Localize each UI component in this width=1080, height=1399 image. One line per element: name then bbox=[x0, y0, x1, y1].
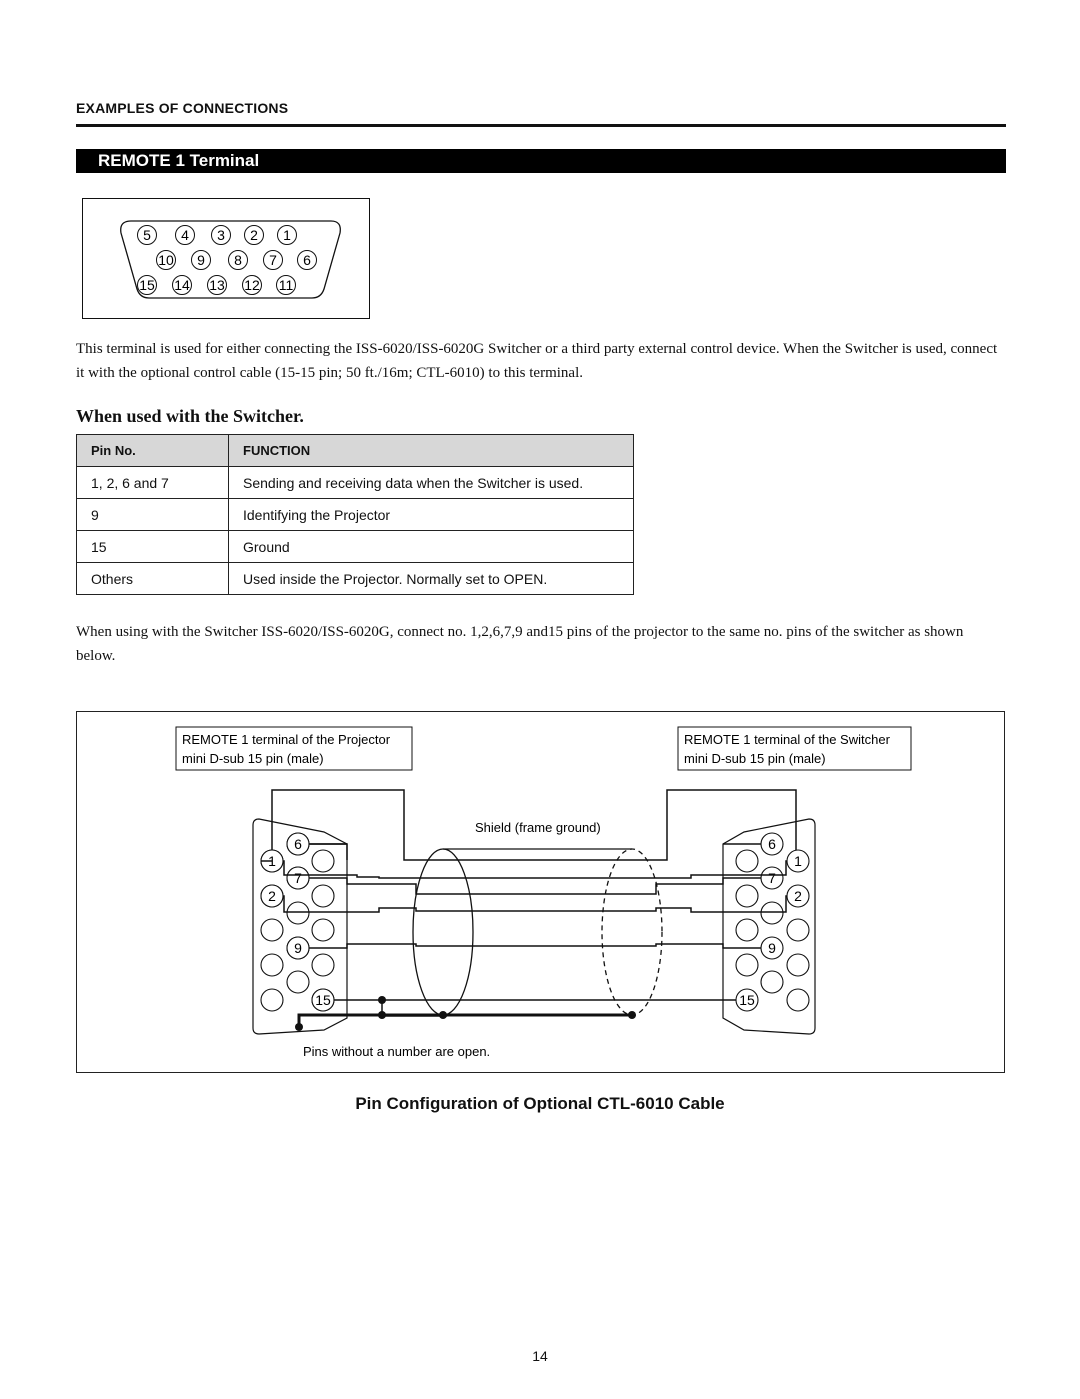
pin-label: 1 bbox=[268, 853, 276, 869]
pin-label: 15 bbox=[139, 277, 155, 293]
pin-label: 10 bbox=[158, 252, 174, 268]
table-cell: Ground bbox=[229, 531, 634, 563]
table-row bbox=[77, 531, 634, 563]
table-cell: Sending and receiving data when the Switcher is used. bbox=[229, 467, 634, 499]
table-cell: Identifying the Projector bbox=[229, 499, 634, 531]
left-label-line1: REMOTE 1 terminal of the Projector bbox=[182, 732, 391, 747]
pin-label: 7 bbox=[269, 252, 277, 268]
table-cell: Others bbox=[77, 563, 229, 595]
pin-label: 7 bbox=[294, 870, 302, 886]
pin-label: 15 bbox=[739, 992, 755, 1008]
pin-label: 15 bbox=[315, 992, 331, 1008]
pin-label: 9 bbox=[768, 940, 776, 956]
table-row bbox=[77, 467, 634, 499]
open-pins-note: Pins without a number are open. bbox=[303, 1044, 491, 1059]
page-number: 14 bbox=[532, 1348, 548, 1364]
pin-label: 7 bbox=[768, 870, 776, 886]
right-label-line1: REMOTE 1 terminal of the Switcher bbox=[684, 732, 890, 747]
pin-label: 9 bbox=[294, 940, 302, 956]
left-label-line2: mini D-sub 15 pin (male) bbox=[182, 751, 324, 766]
table-cell: Used inside the Projector. Normally set to OPEN. bbox=[229, 563, 634, 595]
pin-label: 1 bbox=[794, 853, 802, 869]
pin-label: 14 bbox=[174, 277, 190, 293]
pin-label: 2 bbox=[268, 888, 276, 904]
dsub-pin-diagram bbox=[82, 198, 370, 319]
shield-right-ellipse bbox=[602, 849, 662, 1015]
table-row bbox=[77, 563, 634, 595]
table-header-row bbox=[77, 435, 634, 467]
pin-label: 4 bbox=[181, 227, 189, 243]
table-cell: 15 bbox=[77, 531, 229, 563]
pin-label: 9 bbox=[197, 252, 205, 268]
intro-paragraph: This terminal is used for either connecting the ISS-6020/ISS-6020G Switcher or a third party external control device. When the Switcher is used, connect it with the optional control cable (15-15 pin; 50 ft./16m; CTL-6010) to this terminal. bbox=[76, 341, 998, 381]
table-cell: 1, 2, 6 and 7 bbox=[77, 467, 229, 499]
pin-label: 13 bbox=[209, 277, 225, 293]
pin-label: 5 bbox=[143, 227, 151, 243]
column-header: FUNCTION bbox=[229, 435, 634, 467]
shield-label: Shield (frame ground) bbox=[475, 820, 601, 835]
column-header: Pin No. bbox=[77, 435, 229, 467]
pin-label: 11 bbox=[278, 277, 294, 293]
cable-wiring-diagram bbox=[76, 711, 1005, 1073]
section-rule bbox=[76, 124, 1006, 127]
table-row bbox=[77, 499, 634, 531]
pin-label: 6 bbox=[294, 836, 302, 852]
pin-label: 2 bbox=[250, 227, 258, 243]
pin-label: 1 bbox=[283, 227, 291, 243]
shield-left-ellipse bbox=[413, 849, 473, 1015]
pin-function-table bbox=[76, 434, 634, 595]
section-label: EXAMPLES OF CONNECTIONS bbox=[76, 100, 289, 116]
pin-label: 2 bbox=[794, 888, 802, 904]
diagram-caption: Pin Configuration of Optional CTL-6010 Cable bbox=[355, 1094, 725, 1113]
right-label-line2: mini D-sub 15 pin (male) bbox=[684, 751, 826, 766]
pin-label: 8 bbox=[234, 252, 242, 268]
table-cell: 9 bbox=[77, 499, 229, 531]
switcher-heading: When used with the Switcher. bbox=[76, 406, 304, 426]
page-title: REMOTE 1 Terminal bbox=[76, 149, 1006, 173]
pin-label: 6 bbox=[303, 252, 311, 268]
pin-label: 12 bbox=[244, 277, 260, 293]
pin-label: 6 bbox=[768, 836, 776, 852]
connection-paragraph: When using with the Switcher ISS-6020/ISS-6020G, connect no. 1,2,6,7,9 and15 pins of the projector to the same no. pins of the switcher as shown below. bbox=[76, 624, 964, 664]
pin-label: 3 bbox=[217, 227, 225, 243]
